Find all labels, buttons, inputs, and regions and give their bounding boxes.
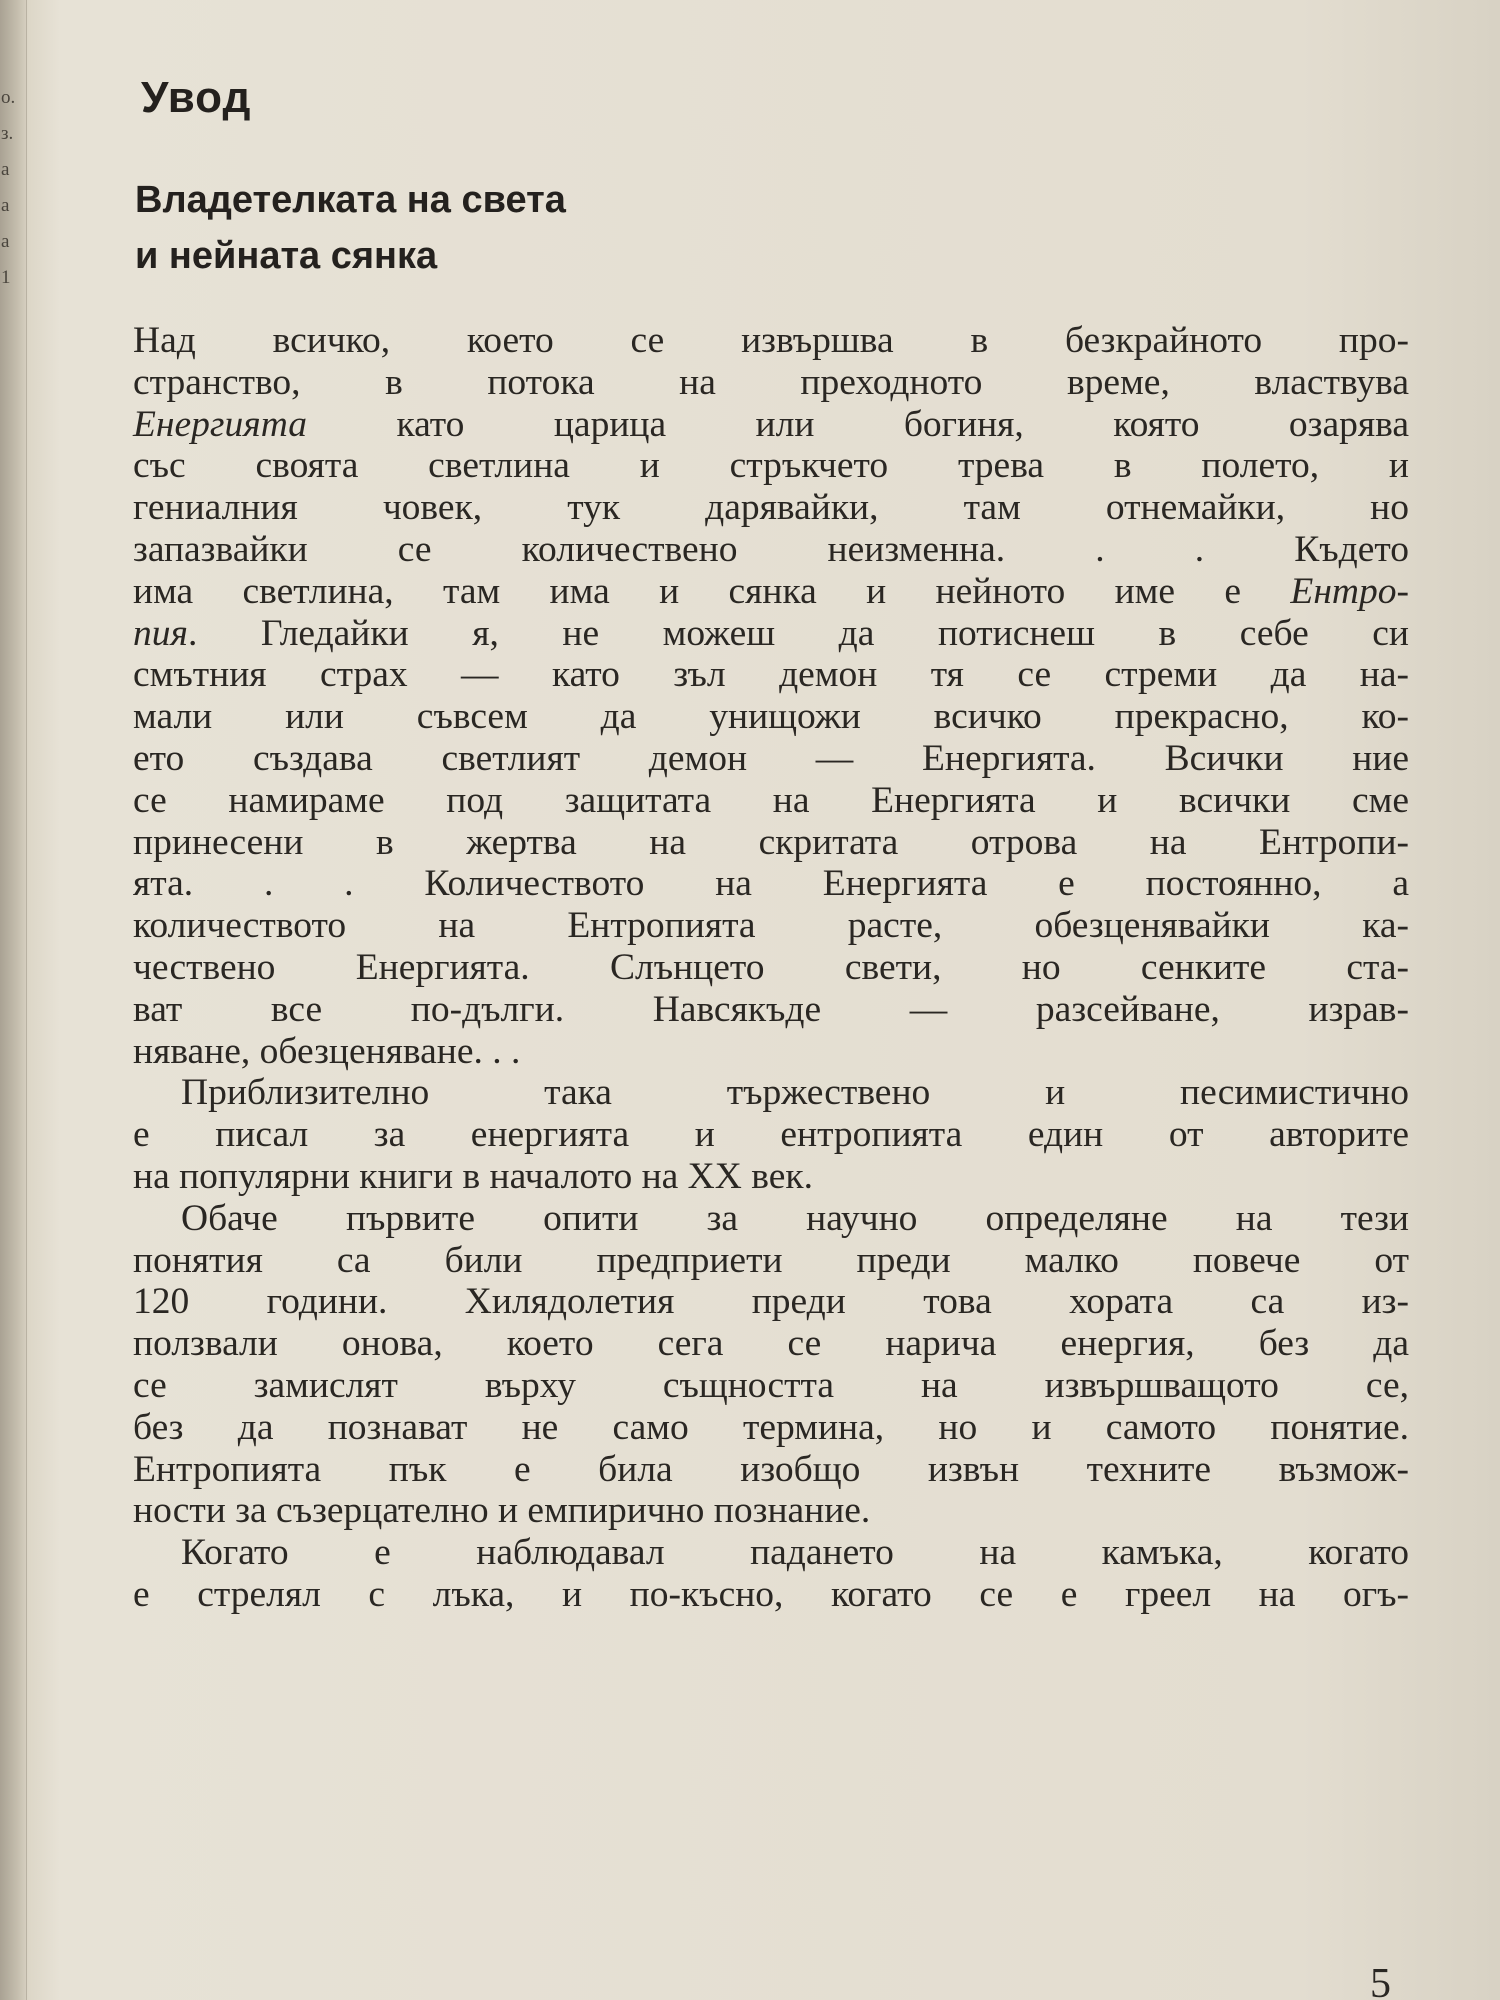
text-line: Обаче първите опити за научно определяне на тези — [181, 1197, 1409, 1239]
text-line: Енергията като царица или богиня, която озарява — [133, 403, 1409, 445]
text-line: ето създава светлият демон — Енергията. Всички ние — [133, 737, 1409, 779]
text-line: 120 години. Хилядолетия преди това хората са из- — [133, 1281, 1409, 1323]
text-line: ват все по-дълги. Навсякъде — разсейване, израв- — [133, 988, 1409, 1030]
section-title-line: и нейната сянка — [135, 235, 438, 277]
text-line: Ентропията пък е била изобщо извън техните възмож- — [133, 1448, 1409, 1490]
facing-page-fragment: а — [1, 159, 10, 180]
text-line: ности за съзерцателно и емпирично познание. — [133, 1490, 871, 1532]
facing-page-fragment: з. — [1, 123, 14, 144]
text-line: се намираме под защитата на Енергията и всички сме — [133, 779, 1409, 821]
emphasized-term: пия — [133, 612, 188, 654]
text-line: мали или съвсем да унищожи всичко прекрасно, ко- — [133, 696, 1409, 738]
text-line: се замислят върху същността на извършващото се, — [133, 1364, 1409, 1406]
text-line: на популярни книги в началото на XX век. — [133, 1155, 813, 1197]
text-line: гениалния човек, тук дарявайки, там отнемайки, но — [133, 487, 1409, 529]
facing-page-edge — [0, 0, 27, 2000]
section-title-line: Владетелката на света — [135, 179, 566, 221]
text-line: ята. . . Количеството на Енергията е постоянно, а — [133, 863, 1409, 905]
body-text — [133, 320, 1409, 1616]
text-line: няване, обезценяване. . . — [133, 1030, 521, 1072]
chapter-title: Увод — [141, 73, 252, 122]
facing-page-fragments — [1, 80, 15, 296]
text-line: пия. Гледайки я, не можеш да потиснеш в себе си — [133, 612, 1409, 654]
text-line: Приблизително така тържествено и песимистично — [181, 1072, 1409, 1114]
text-line: странство, в потока на преходното време, властвува — [133, 361, 1409, 403]
text-line: смътния страх — като зъл демон тя се стреми да на- — [133, 654, 1409, 696]
page-content — [133, 72, 1409, 1616]
text-line: понятия са били предприети преди малко повече от — [133, 1239, 1409, 1281]
text-line: има светлина, там има и сянка и нейното име е Ентро- — [133, 570, 1409, 612]
text-line: запазвайки се количествено неизменна. . . Където — [133, 528, 1409, 570]
text-line: принесени в жертва на скритата отрова на Ентропи- — [133, 821, 1409, 863]
text-line: ползвали онова, което сега се нарича енергия, без да — [133, 1323, 1409, 1365]
text-line: е писал за енергията и ентропията един от авторите — [133, 1114, 1409, 1156]
facing-page-fragment: о. — [1, 87, 16, 108]
text-line: е стрелял с лъка, и по-късно, когато се е греел на огъ- — [133, 1573, 1409, 1615]
emphasized-term: Ентро- — [1290, 570, 1409, 612]
section-title — [135, 172, 1409, 284]
facing-page-fragment: а — [1, 231, 10, 252]
text-line: количеството на Ентропията расте, обезценявайки ка- — [133, 905, 1409, 947]
facing-page-fragment: 1 — [1, 267, 11, 288]
text-line: Над всичко, което се извършва в безкрайното про- — [133, 320, 1409, 361]
facing-page-fragment: а — [1, 195, 10, 216]
text-line: без да познават не само термина, но и самото понятие. — [133, 1406, 1409, 1448]
emphasized-term: Енергията — [133, 403, 308, 445]
text-line: със своята светлина и стръкчето трева в полето, и — [133, 445, 1409, 487]
text-line: Когато е наблюдавал падането на камъка, когато — [181, 1532, 1409, 1574]
page-number: 5 — [1370, 1961, 1391, 2000]
text-line: чествено Енергията. Слънцето свети, но сенките ста- — [133, 946, 1409, 988]
